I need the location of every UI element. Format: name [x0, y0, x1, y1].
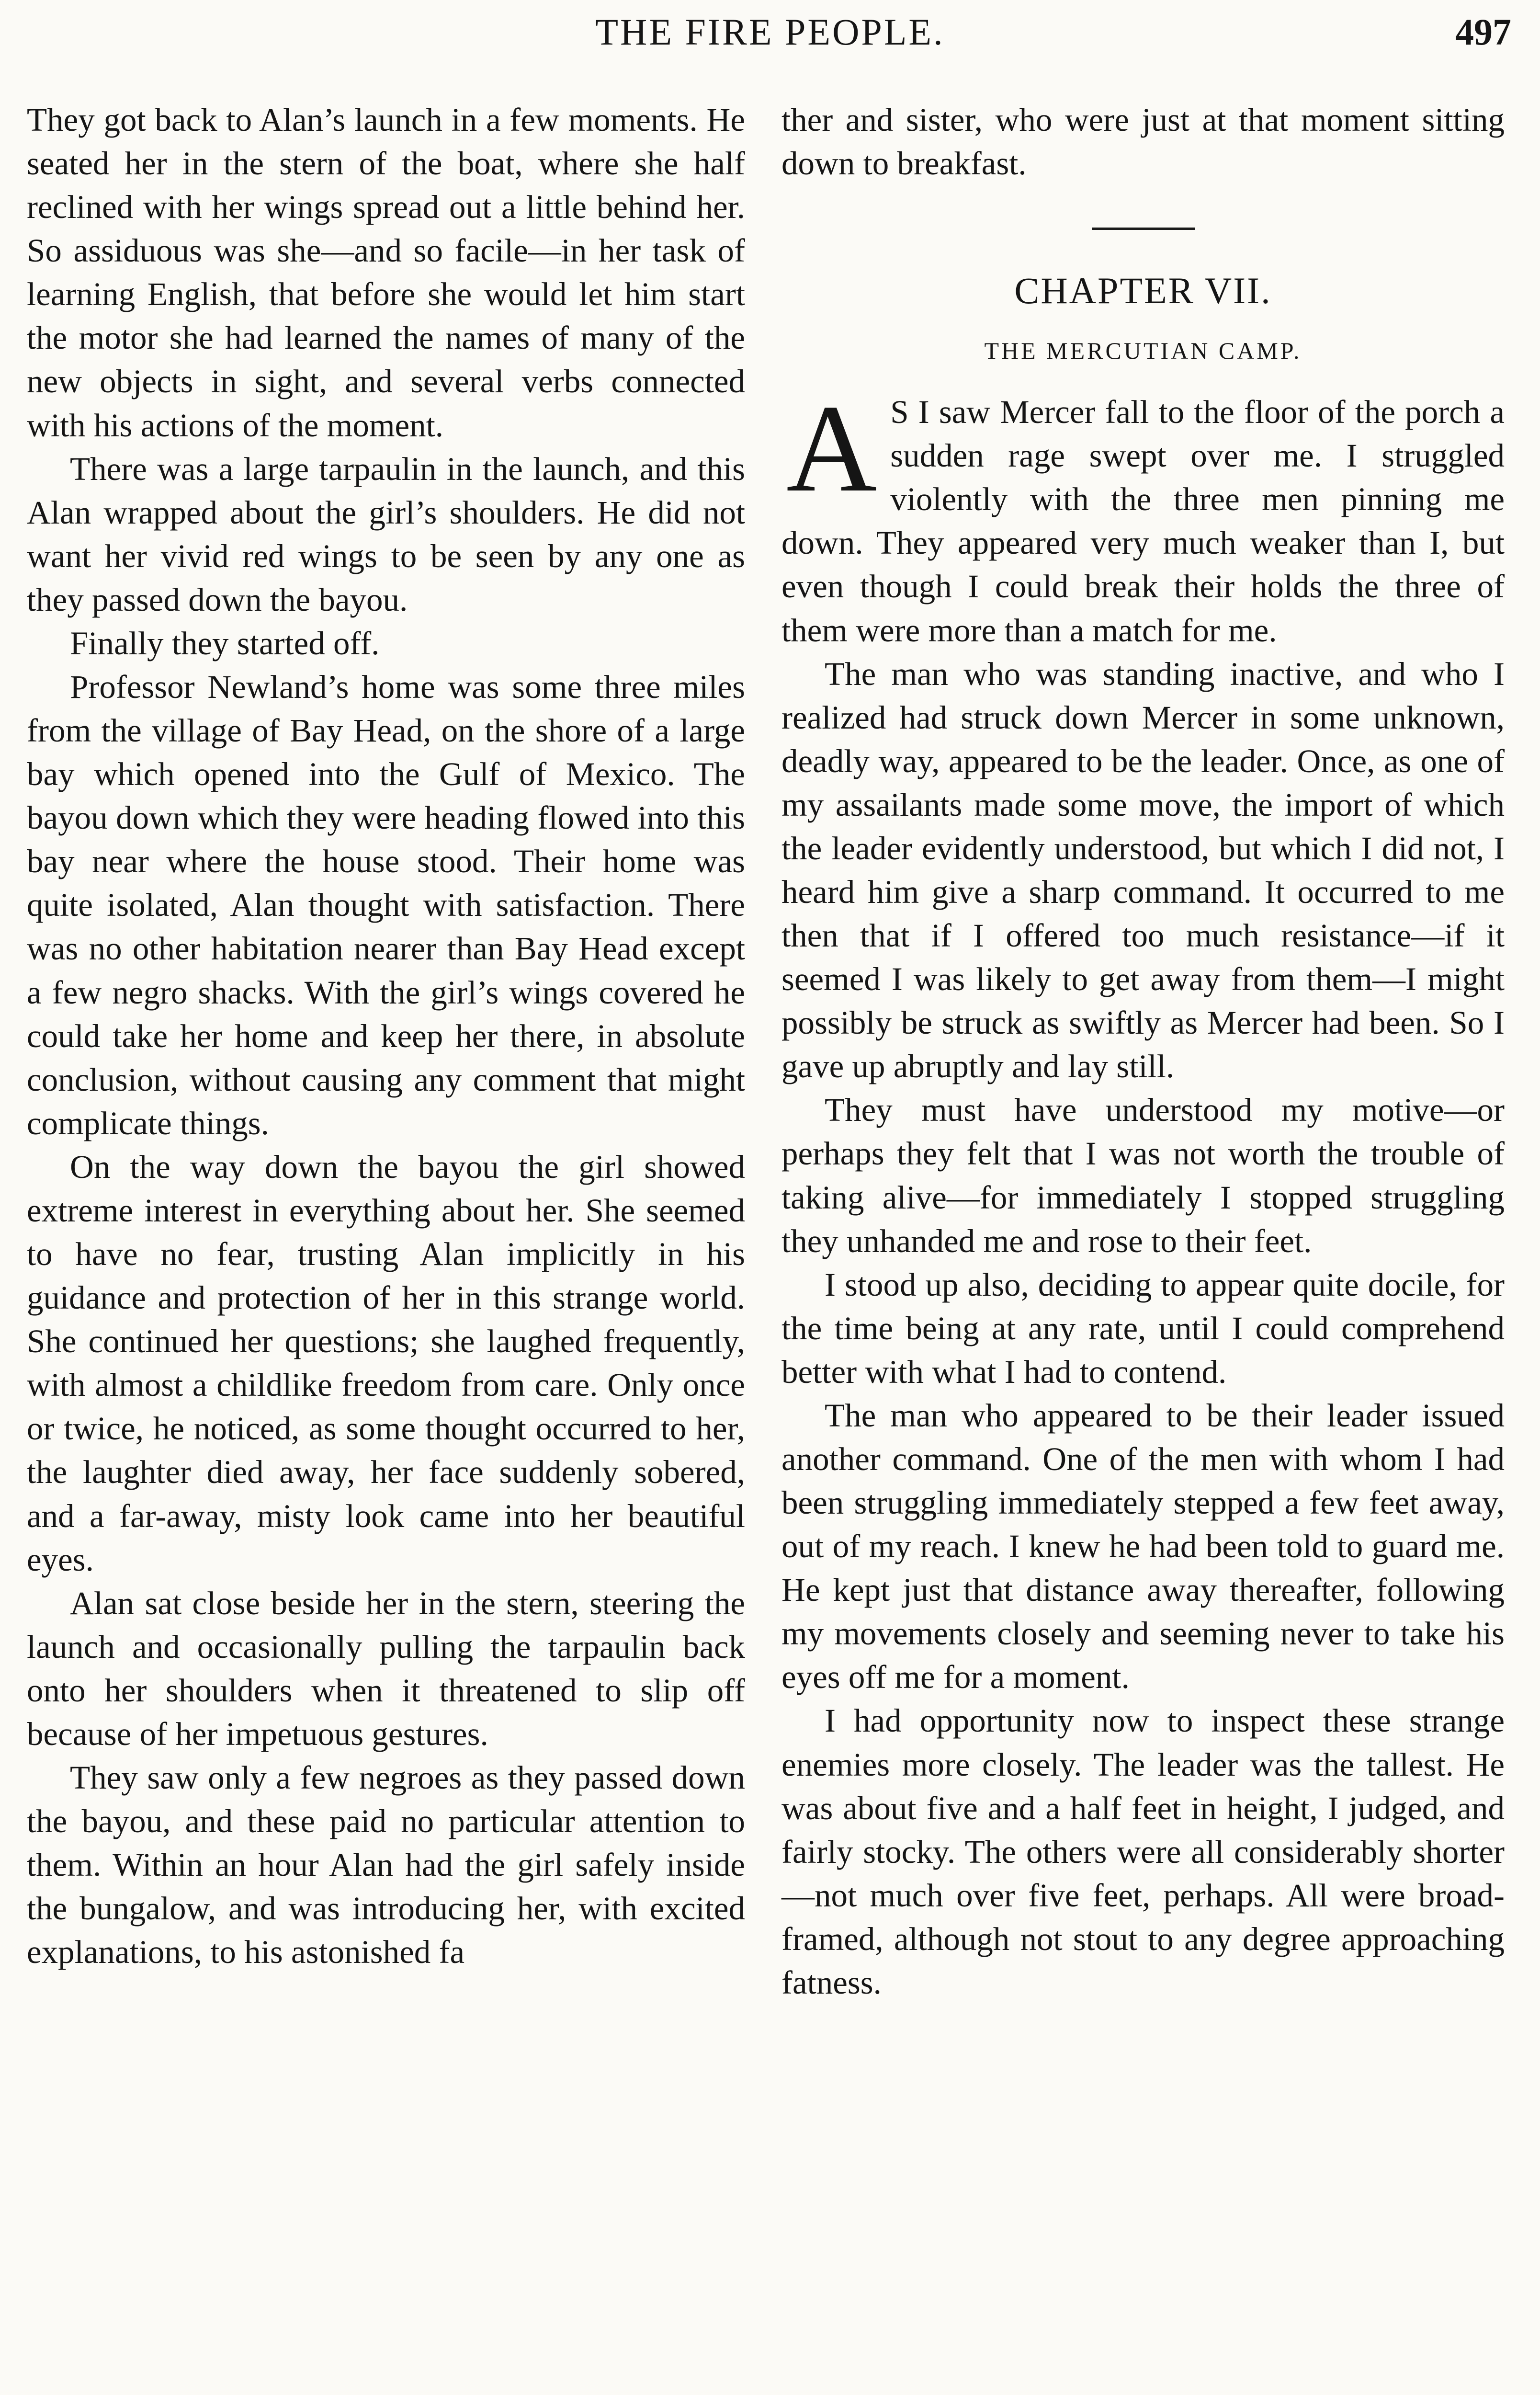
chapter-subtitle: THE MERCUTIAN CAMP.: [984, 337, 1302, 365]
opening-paragraph: [781, 379, 1505, 652]
opening-paragraph-text: S I saw Mercer fall to the floor of the porch a sudden rage swept over me. I struggled violently with the three men pinning me down. They appeared very much weaker than I, but even though I could break their holds the three of them were more than a match for me.: [781, 394, 1505, 649]
paragraph: They saw only a few negroes as they passed down the bayou, and these paid no particular attention to them. Within an hour Alan had the girl safely inside the bungalow, and was introducing her, with excited explanations, to his astonished fa: [27, 1759, 745, 1971]
running-title: THE FIRE PEOPLE.: [595, 11, 945, 53]
paragraph: Alan sat close beside her in the stern, steering the launch and occasionally pulling the tarpaulin back onto her shoulders when it threatened to slip off because of her impetuous gestures.: [27, 1585, 745, 1752]
drop-cap: A: [786, 379, 877, 518]
page-number: 497: [1455, 11, 1511, 53]
paragraph: There was a large tarpaulin in the launch, and this Alan wrapped about the girl’s shoulders. He did not want her vivid red wings to be seen by any one as they passed down the bayou.: [27, 450, 745, 618]
paragraph: Professor Newland’s home was some three miles from the village of Bay Head, on the shore of a large bay which opened into the Gulf of Mexico. The bayou down which they were heading flowed into this bay near where the house stood. Their home was quite isolated, Alan thought with satisfaction. There was no other habitation nearer than Bay Head except a few negro shacks. With the girl’s wings covered he could take her home and keep her there, in absolute conclusion, without causing any comment that might complicate things.: [27, 669, 745, 1141]
left-column: [27, 98, 745, 1974]
paragraph: They must have understood my motive—or perhaps they felt that I was not worth the trouble of taking alive—for immediately I stopped struggling they unhanded me and rose to their feet.: [781, 1092, 1505, 1259]
continued-paragraph: ther and sister, who were just at that moment sitting down to breakfast.: [781, 102, 1505, 182]
paragraph: On the way down the bayou the girl showed extreme interest in everything about her. She seemed to have no fear, trusting Alan implicitly in his guidance and protection of her in this strange world. She continued her questions; she laughed frequently, with almost a childlike freedom from care. Only once or twice, he noticed, as some thought occurred to her, the laughter died away, her face suddenly sobered, and a far-away, misty look came into her beautiful eyes.: [27, 1148, 745, 1578]
section-divider: [1092, 228, 1195, 230]
paragraph: They got back to Alan’s launch in a few moments. He seated her in the stern of the boat, where she half reclined with her wings spread out a little behind her. So assiduous was she—and so facile—in her task of learning English, that before she would let him start the motor she had learned the names of many of the new objects in sight, and several verbs connected with his actions of the moment.: [27, 102, 745, 444]
right-column: [781, 98, 1505, 2005]
chapter-title: CHAPTER VII.: [1014, 270, 1272, 312]
paragraph: The man who appeared to be their leader issued another command. One of the men with whom I had been struggling immediately stepped a few feet away, out of my reach. I knew he had been told to guard me. He kept just that distance away thereafter, following my movements closely and seeming never to take his eyes off me for a moment.: [781, 1397, 1505, 1696]
paragraph: I stood up also, deciding to appear quite docile, for the time being at any rate, until I could comprehend better with what I had to contend.: [781, 1266, 1505, 1390]
paragraph: I had opportunity now to inspect these strange enemies more closely. The leader was the tallest. He was about five and a half feet in height, I judged, and fairly stocky. The others were all considerably shorter—not much over five feet, perhaps. All were broad-framed, although not stout to any degree approaching fatness.: [781, 1702, 1505, 2001]
paragraph: The man who was standing inactive, and who I realized had struck down Mercer in some unknown, deadly way, appeared to be the leader. Once, as one of my assailants made some move, the import of which the leader evidently understood, but which I did not, I heard him give a sharp command. It occurred to me then that if I offered too much resistance—if it seemed I was likely to get away from them—I might possibly be struck as swiftly as Mercer had been. So I gave up abruptly and lay still.: [781, 655, 1505, 1085]
paragraph: Finally they started off.: [70, 625, 380, 661]
